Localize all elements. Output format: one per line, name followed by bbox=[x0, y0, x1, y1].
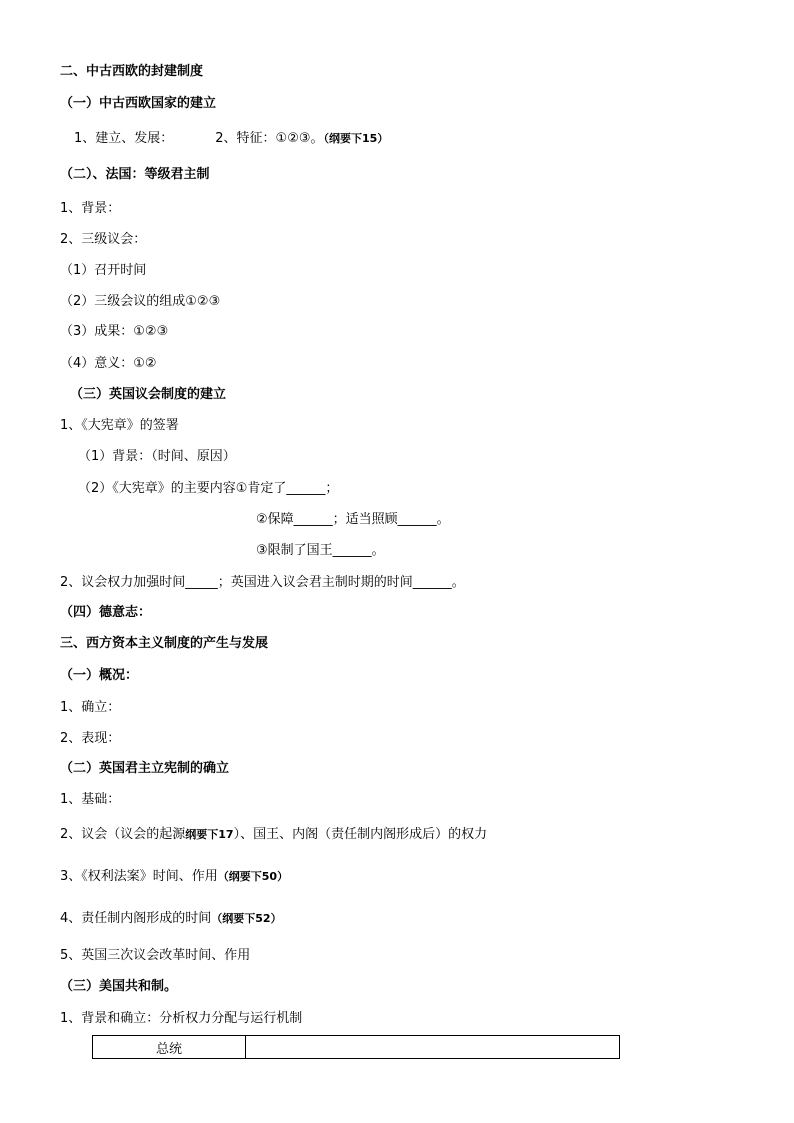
reference-note: （纲要下15） bbox=[323, 132, 389, 145]
item-text: 2、议会（议会的起源 bbox=[60, 827, 186, 842]
text-line bbox=[60, 868, 288, 886]
item-text: 3、《权利法案》时间、作用 bbox=[60, 869, 218, 884]
power-distribution-table bbox=[92, 1035, 620, 1059]
item-text: ）、国王、内阁（责任制内阁形成后）的权力 bbox=[233, 827, 488, 842]
table-cell-label: 总统 bbox=[93, 1036, 246, 1059]
table-cell-value[interactable] bbox=[246, 1036, 620, 1059]
text-line: （3）成果：①②③ bbox=[60, 324, 169, 339]
item-text: 1、建立、发展： bbox=[74, 131, 174, 146]
table-row bbox=[93, 1036, 620, 1059]
text-line: （2）三级会议的组成①②③ bbox=[60, 294, 221, 309]
item-text: 2、特征：①②③。 bbox=[215, 131, 324, 146]
text-line: 5、英国三次议会改革时间、作用 bbox=[60, 948, 251, 963]
text-line: （1）背景：（时间、原因） bbox=[78, 449, 236, 464]
text-line: ②保障______；适当照顾______。 bbox=[256, 512, 450, 527]
text-line: 1、确立： bbox=[60, 700, 121, 715]
subsection-heading: （二）、法国：等级君主制 bbox=[60, 167, 210, 182]
subsection-heading: （二）英国君主立宪制的确立 bbox=[60, 761, 230, 776]
subsection-heading: （三）美国共和制。 bbox=[60, 979, 178, 994]
subsection-heading: （三）英国议会制度的建立 bbox=[70, 387, 227, 402]
subsection-heading: （一）概况： bbox=[60, 668, 139, 683]
text-line: 1、背景： bbox=[60, 201, 121, 216]
reference-note: （纲要下50） bbox=[217, 870, 289, 883]
text-line: 1、基础： bbox=[60, 792, 121, 807]
subsection-heading: （一）中古西欧国家的建立 bbox=[60, 96, 217, 111]
text-line: 2、表现： bbox=[60, 731, 121, 746]
text-line: 2、议会权力加强时间_____；英国进入议会君主制时期的时间______。 bbox=[60, 575, 465, 590]
text-line: （1）召开时间 bbox=[60, 263, 147, 278]
text-line: 1、背景和确立：分析权力分配与运行机制 bbox=[60, 1011, 303, 1026]
text-line bbox=[74, 130, 388, 148]
text-line bbox=[60, 910, 282, 928]
text-line: 1、《大宪章》的签署 bbox=[60, 418, 179, 433]
reference-note: （纲要下52） bbox=[211, 912, 282, 925]
text-line: ③限制了国王______。 bbox=[256, 543, 385, 558]
item-text: 4、责任制内阁形成的时间 bbox=[60, 911, 212, 926]
reference-note: 纲要下17 bbox=[185, 828, 234, 841]
text-line: 2、三级议会： bbox=[60, 232, 147, 247]
text-line: （2）《大宪章》的主要内容①肯定了______； bbox=[78, 481, 339, 496]
text-line bbox=[60, 826, 487, 844]
text-line: （4）意义：①② bbox=[60, 356, 157, 371]
subsection-heading: （四）德意志： bbox=[60, 605, 152, 620]
section-heading-3: 三、西方资本主义制度的产生与发展 bbox=[60, 636, 269, 651]
section-heading-2: 二、中古西欧的封建制度 bbox=[60, 64, 204, 79]
